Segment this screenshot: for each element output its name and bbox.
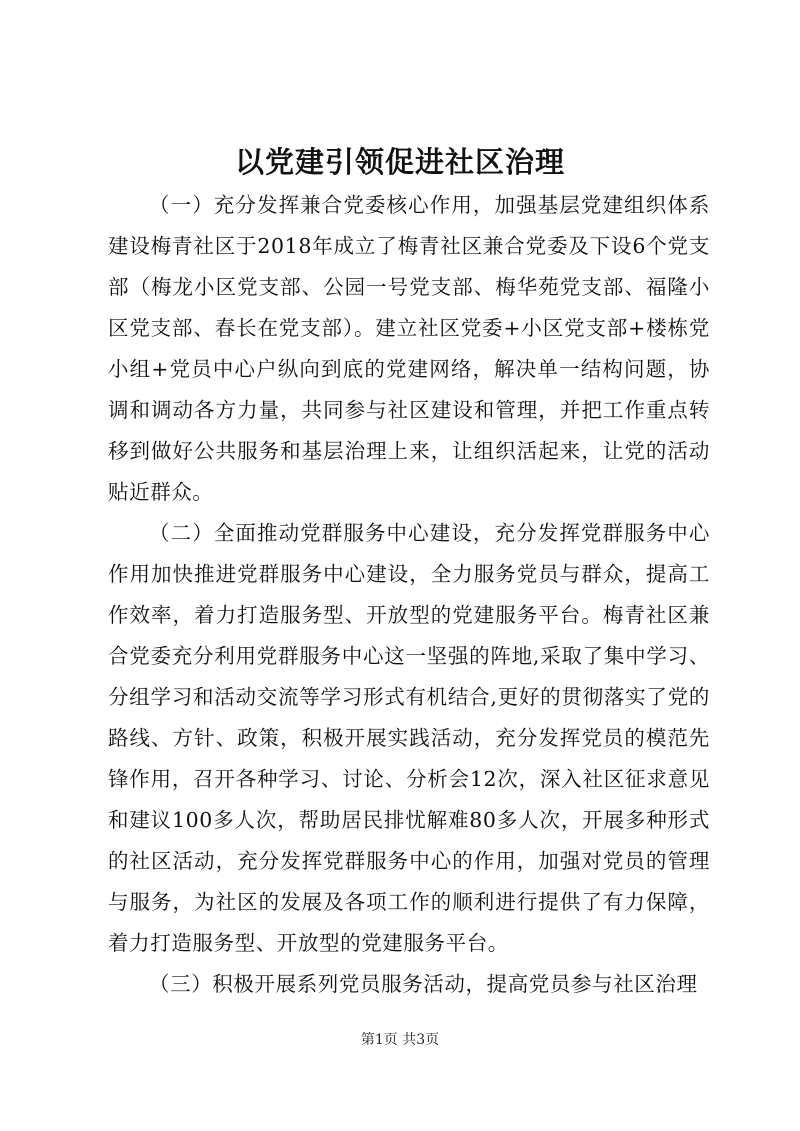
paragraph-2: （二）全面推动党群服务中心建设，充分发挥党群服务中心作用加快推进党群服务中心建设，全力服务党员与群众，提高工作效率，着力打造服务型、开放型的党建服务平台。梅青社区兼合党委充分利用党群服务中心这一坚强的阵地,采取了集中学习、分组学习和活动交流等学习形式有机结合,更好的贯彻落实了党的路线、方针、政策，积极开展实践活动，充分发挥党员的模范先锋作用，召开各种学习、讨论、分析会12次，深入社区征求意见和建议100多人次，帮助居民排忧解难80多人次，开展多种形式的社区活动，充分发挥党群服务中心的作用，加强对党员的管理与服务，为社区的发展及各项工作的顺利进行提供了有力保障，着力打造服务型、开放型的党建服务平台。 bbox=[108, 521, 710, 955]
paragraph-3: （三）积极开展系列党员服务活动，提高党员参与社区治理 bbox=[149, 972, 698, 996]
document-body bbox=[108, 185, 710, 1005]
page-number-footer: 第1页 共3页 bbox=[360, 1032, 440, 1048]
document-title: 以党建引领促进社区治理 bbox=[234, 145, 565, 179]
paragraph-1: （一）充分发挥兼合党委核心作用，加强基层党建组织体系建设梅青社区于2018年成立了梅青社区兼合党委及下设6个党支部（梅龙小区党支部、公园一号党支部、梅华苑党支部、福隆小区党支部、春长在党支部）。建立社区党委+小区党支部+楼栋党小组+党员中心户纵向到底的党建网络，解决单一结构问题，协调和调动各方力量，共同参与社区建设和管理，并把工作重点转移到做好公共服务和基层治理上来，让组织活起来，让党的活动贴近群众。 bbox=[108, 193, 710, 504]
